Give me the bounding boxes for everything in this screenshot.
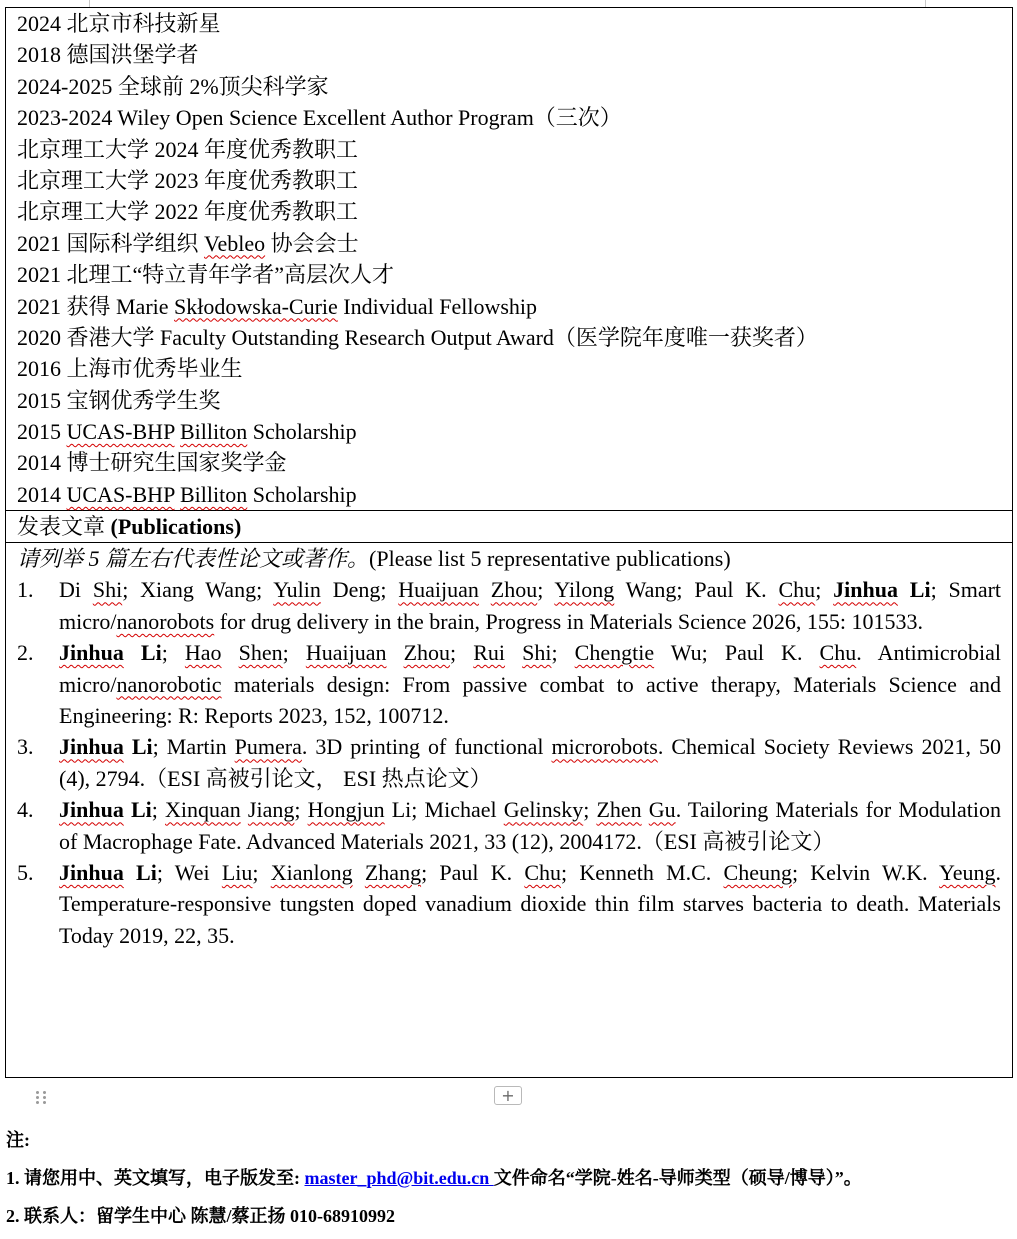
document-table — [5, 7, 1013, 1078]
award-line: 2024 北京市科技新星 — [17, 11, 221, 36]
citation-text — [222, 640, 239, 665]
citation-text: Li — [897, 577, 931, 603]
citation-text: ; — [815, 577, 834, 603]
spellcheck-flagged-word: Jiang — [247, 797, 295, 823]
spellcheck-flagged-word: Rui — [473, 640, 506, 666]
publications-title-cn: 发表文章 — [17, 514, 111, 539]
spellcheck-flagged-word: Yilong — [554, 577, 615, 603]
citation-text: ; Wei — [156, 860, 222, 886]
spellcheck-flagged-word: nanorobots — [116, 608, 215, 634]
spellcheck-flagged-word: Xianlong — [270, 860, 353, 886]
spellcheck-flagged-word: UCAS-BHP — [66, 419, 175, 445]
award-text: Individual Fellowship — [337, 293, 538, 319]
spellcheck-flagged-word: Skłodowska-Curie — [174, 293, 338, 319]
spellcheck-flagged-word: Cheung — [723, 860, 792, 886]
award-line — [17, 228, 1012, 259]
spellcheck-flagged-word: UCAS-BHP — [66, 481, 175, 507]
spellcheck-flagged-word: Chengtie — [574, 640, 655, 666]
award-line — [17, 479, 1012, 510]
notes-section — [6, 1125, 862, 1239]
award-text: 2015 — [17, 419, 67, 445]
awards-cell[interactable] — [6, 8, 1012, 511]
citation-text: . Antimicrobial micro/ — [59, 640, 1001, 697]
citation-text: Li — [123, 860, 157, 886]
publications-list — [17, 574, 1001, 951]
citation-text: materials design: From passive combat to active therapy, Materials Science and Engineering: R: Reports 2023, 152, 100712. — [59, 671, 1001, 729]
award-text: Scholarship — [247, 481, 357, 507]
award-line: 2021 北理工“特立青年学者”高层次人才 — [17, 262, 395, 288]
citation-text: . Tailoring Materials for Modulation of Macrophage Fate. Advanced Materials 2021, 33 (12), 2004172.（ESI 高被引论文） — [59, 797, 1002, 854]
publication-item — [17, 731, 1001, 794]
citation-text: ; — [252, 860, 271, 886]
citation-text: Wu; Paul K. — [654, 640, 820, 666]
publication-citation — [59, 794, 1001, 857]
citation-text: ; — [583, 797, 597, 823]
spellcheck-flagged-word: Vebleo — [204, 230, 266, 256]
note-line-1 — [6, 1163, 862, 1201]
publication-number: 5. — [17, 860, 34, 886]
citation-text: ; Paul K. — [421, 860, 525, 886]
page-margin-guide-right — [925, 0, 926, 7]
page-margin-guide-left — [89, 0, 90, 7]
award-text: 2021 国际科学组织 — [17, 230, 205, 256]
publication-number: 4. — [17, 797, 34, 823]
citation-text: Di — [59, 577, 93, 603]
spellcheck-flagged-word: Chu — [778, 577, 816, 603]
spellcheck-flagged-word: Huaijuan — [398, 577, 479, 603]
publication-item — [17, 857, 1001, 951]
spellcheck-flagged-word: Shi — [522, 640, 552, 666]
spellcheck-flagged-word: Zhen — [596, 797, 642, 823]
spellcheck-flagged-word: microrobots — [551, 734, 658, 760]
publication-number: 1. — [17, 577, 34, 603]
citation-text — [241, 797, 248, 822]
citation-text: ; Smart micro/ — [59, 577, 1002, 634]
publication-item — [17, 794, 1001, 857]
publication-citation — [59, 637, 1001, 731]
note-1-prefix: 1. 请您用中、英文填写，电子版发至: — [6, 1168, 305, 1188]
publications-cell[interactable] — [6, 543, 1012, 1077]
spellcheck-flagged-word: Chu — [819, 640, 857, 666]
notes-heading: 注: — [6, 1130, 30, 1150]
citation-text: ; — [294, 797, 308, 823]
spellcheck-flagged-word: Shen — [238, 640, 283, 666]
award-line — [17, 416, 1012, 447]
citation-text: ; Kenneth M.C. — [561, 860, 724, 886]
note-line-2: 2. 联系人：留学生中心 陈慧/蔡正扬 010-68910992 — [6, 1206, 395, 1226]
publications-intro — [17, 543, 1001, 574]
spellcheck-flagged-word: Gelinsky — [503, 797, 584, 823]
citation-text: for drug delivery in the brain, Progress in Materials Science 2026, 155: 101533. — [214, 608, 923, 634]
citation-text: Li; Michael — [384, 797, 504, 823]
spellcheck-flagged-word: Xinquan — [165, 797, 241, 823]
award-line: 北京理工大学 2023 年度优秀教职工 — [17, 167, 359, 193]
citation-text: ; Martin — [152, 734, 235, 760]
citation-text: Li — [123, 640, 162, 666]
publication-citation — [59, 857, 1001, 951]
award-text: Scholarship — [247, 419, 357, 445]
publication-number: 3. — [17, 734, 34, 760]
publication-item — [17, 574, 1001, 637]
publication-citation — [59, 731, 1001, 794]
spellcheck-flagged-word: Pumera — [234, 734, 302, 760]
citation-text: ; — [551, 640, 575, 666]
citation-text: ; Xiang Wang; — [122, 577, 274, 603]
citation-text: ; — [282, 640, 306, 666]
citation-text: ; — [450, 640, 474, 666]
award-line: 2016 上海市优秀毕业生 — [17, 356, 243, 382]
spellcheck-flagged-word: Jinhua — [59, 640, 124, 666]
citation-text: Deng; — [320, 577, 399, 603]
citation-text: . 3D printing of functional — [301, 734, 552, 760]
citation-text — [387, 640, 404, 665]
spellcheck-flagged-word: Gu — [648, 797, 676, 823]
spellcheck-flagged-word: Yeung — [939, 860, 996, 886]
spellcheck-flagged-word: Shi — [92, 577, 123, 603]
award-line: 2014 博士研究生国家奖学金 — [17, 450, 287, 476]
spellcheck-flagged-word: Hongjun — [307, 797, 385, 823]
publication-citation — [59, 574, 1001, 637]
citation-text: . Temperature-responsive tungsten doped vanadium dioxide thin film starves bacteria to death. Materials Today 2019, 22, 35. — [59, 860, 1001, 948]
submission-email-link[interactable]: master_phd@bit.edu.cn — [304, 1168, 494, 1188]
note-1-suffix: 文件命名“学院-姓名-导师类型（硕导/博导）”。 — [493, 1168, 862, 1188]
award-line: 2023-2024 Wiley Open Science Excellent Author Program（三次） — [17, 105, 622, 131]
citation-text: ; — [537, 577, 555, 603]
citation-text: ; — [161, 640, 185, 666]
publication-number: 2. — [17, 640, 34, 666]
spellcheck-flagged-word: nanorobotic — [116, 671, 222, 697]
citation-text: Li — [123, 734, 153, 760]
award-line: 北京理工大学 2024 年度优秀教职工 — [17, 136, 359, 162]
award-text: 2021 获得 Marie — [17, 293, 175, 319]
award-line: 2020 香港大学 Faculty Outstanding Research Output Award（医学院年度唯一获奖者） — [17, 324, 818, 350]
spellcheck-flagged-word: Zhang — [364, 860, 422, 886]
spellcheck-flagged-word: Jinhua — [833, 577, 898, 603]
award-text: 2014 — [17, 481, 67, 507]
citation-text — [642, 797, 649, 822]
add-table-row-button[interactable]: + — [494, 1086, 522, 1105]
award-line: 2015 宝钢优秀学生奖 — [17, 387, 221, 413]
spellcheck-flagged-word: Zhou — [403, 640, 451, 666]
spellcheck-flagged-word: Yulin — [273, 577, 321, 603]
award-line: 2024-2025 全球前 2%顶尖科学家 — [17, 73, 329, 99]
citation-text — [353, 860, 365, 885]
spellcheck-flagged-word: Jinhua — [59, 734, 124, 760]
award-text: 协会会士 — [265, 230, 359, 256]
spellcheck-flagged-word: Zhou — [490, 577, 538, 603]
citation-text — [505, 640, 522, 665]
award-line: 北京理工大学 2022 年度优秀教职工 — [17, 199, 359, 225]
spellcheck-flagged-word: Chu — [524, 860, 561, 886]
citation-text: ; — [151, 797, 165, 823]
award-line — [17, 291, 1012, 322]
spellcheck-flagged-word: Billiton — [180, 419, 248, 445]
citation-text: Li — [123, 797, 152, 823]
publications-intro-en: (Please list 5 representative publications) — [369, 546, 731, 571]
table-drag-handle-icon[interactable] — [36, 1091, 48, 1105]
citation-text — [479, 577, 491, 602]
spellcheck-flagged-word: Liu — [221, 860, 253, 886]
award-line: 2018 德国洪堡学者 — [17, 42, 199, 68]
publications-title-en: (Publications) — [110, 514, 242, 539]
spellcheck-flagged-word: Jinhua — [59, 797, 124, 823]
spellcheck-flagged-word: Huaijuan — [305, 640, 387, 666]
citation-text: Wang; Paul K. — [614, 577, 779, 603]
spellcheck-flagged-word: Hao — [184, 640, 222, 666]
spellcheck-flagged-word: Billiton — [180, 481, 248, 507]
publication-item — [17, 637, 1001, 731]
spellcheck-flagged-word: Jinhua — [59, 860, 124, 886]
citation-text: ; Kelvin W.K. — [791, 860, 940, 886]
publications-intro-cn: 请列举 5 篇左右代表性论文或著作。 — [17, 546, 370, 571]
citation-text: . Chemical Society Reviews 2021, 50 (4), 2794.（ESI 高被引论文， ESI 热点论文） — [59, 734, 1001, 791]
publications-header-cell[interactable] — [6, 511, 1012, 543]
